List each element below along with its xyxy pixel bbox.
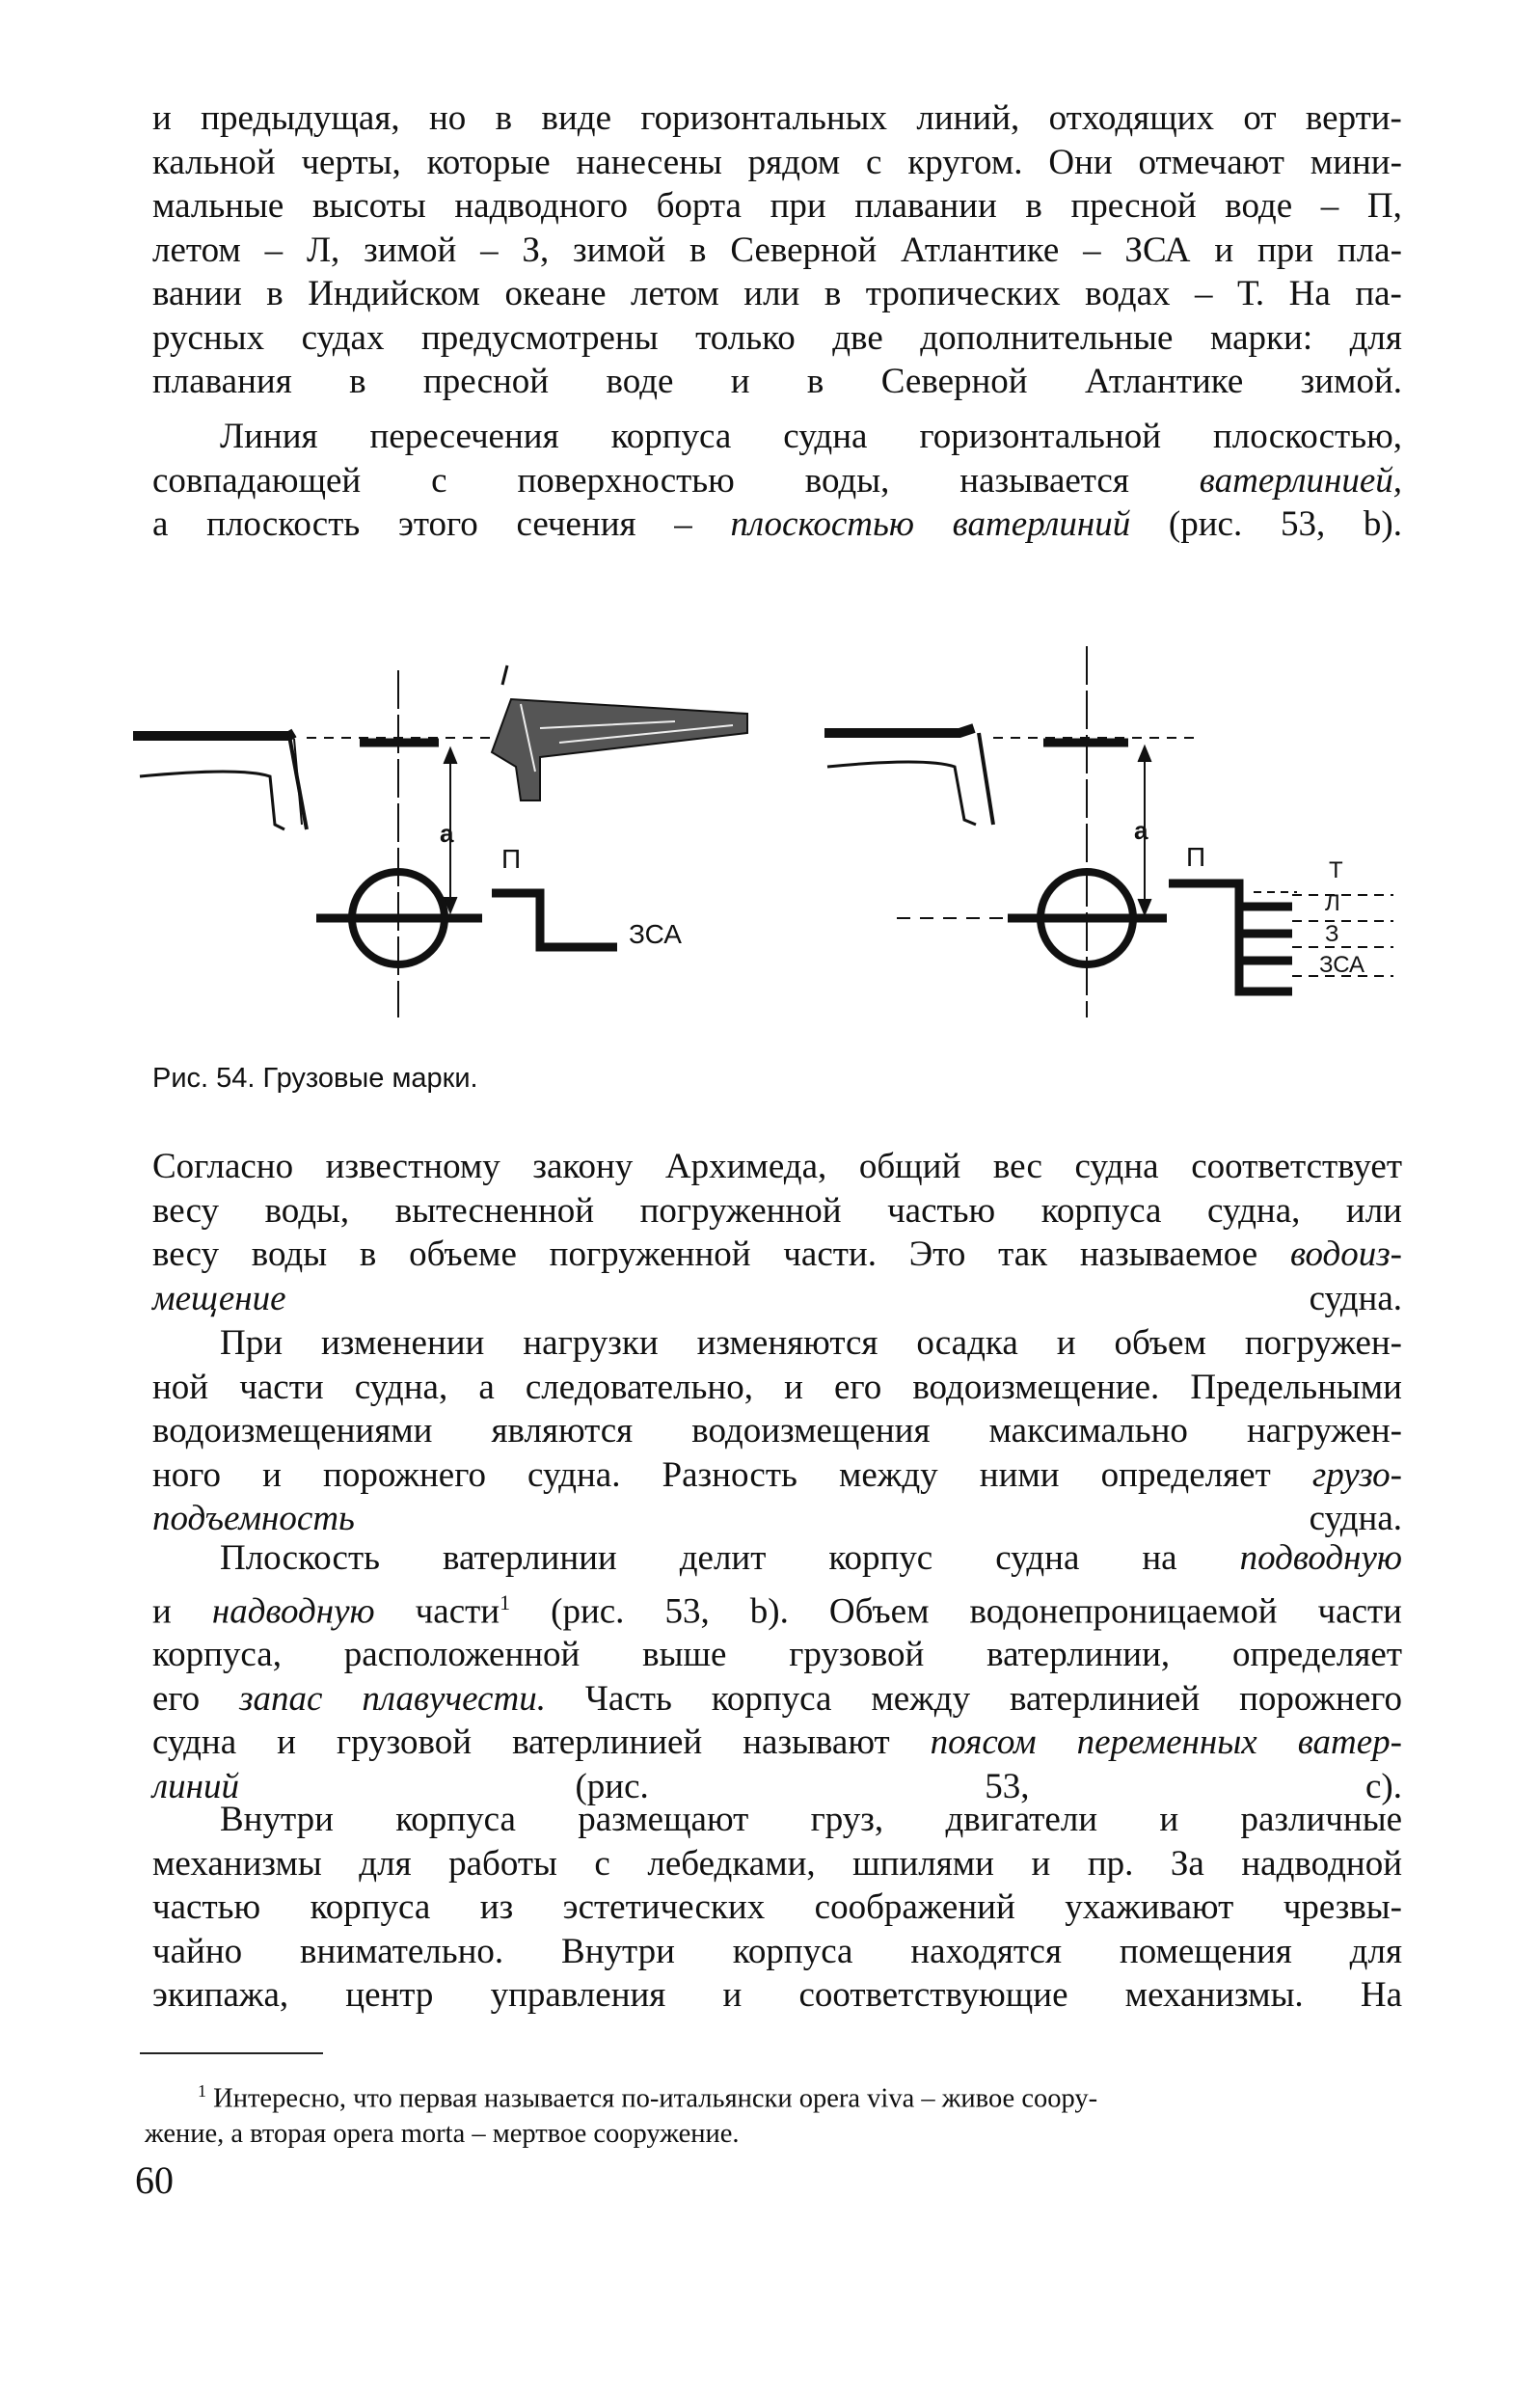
footnote-marker: 1 [198,2081,206,2101]
text-line [152,1145,1402,1189]
text-line [152,1721,1402,1765]
text-line [152,459,1402,503]
left-step-mark [492,893,617,947]
load-marks-figure [0,637,1540,1042]
word: П, [1366,186,1402,226]
footnote-ref[interactable]: 1 [500,1589,511,1614]
word: только [695,317,796,358]
text-fragment: части [374,1590,500,1631]
word: воде [1225,186,1293,226]
text-line: механизмы для работы с лебедками, шпилями и пр. За надводной [152,1843,1402,1884]
word: от [1243,98,1277,138]
word: – [1195,274,1213,313]
word: в [495,98,513,138]
text-fragment: Плоскость ватерлинии делит корпус судна на [220,1538,1240,1578]
right-label-zsa: ЗСА [1319,952,1365,978]
term-variable-waterlines-cont: линий [152,1766,239,1806]
word: – [1083,230,1101,270]
word: в [689,230,707,270]
word: борта [656,186,742,226]
word: или [1345,1190,1402,1231]
text-fragment: совпадающей с поверхностью воды, называется [152,460,1200,501]
text-fragment: (рис. 53, b). Объем водонепроницаемой части [510,1590,1402,1631]
term-waterline: ватерлинией, [1199,460,1402,501]
term-reserve-buoyancy: запас плавучести. [239,1678,546,1719]
right-label-a: а [1134,816,1148,845]
word: тропических [865,274,1061,313]
term-underwater: подводную [1239,1538,1402,1578]
text-line [152,316,1402,361]
word: соответствует [1191,1147,1402,1186]
word: закону [532,1147,634,1186]
word: Т. [1237,274,1265,313]
term-displacement-cont: мещение [152,1278,286,1318]
word: марки: [1209,317,1313,358]
text-line [152,272,1402,316]
text-fragment: (рис. 53, c). [239,1766,1402,1806]
text-line: экипажа, центр управления и соответствующие механизмы. На [152,1975,1402,2015]
word: дополнительные [920,317,1174,358]
text-fragment: Часть корпуса между ватерлинией порожнего [545,1678,1403,1719]
word: корпуса [1040,1190,1162,1231]
right-label-p: П [1186,842,1206,872]
word: пла- [1337,230,1402,270]
term-abovewater: надводную [211,1590,375,1631]
word: воды, [264,1190,350,1231]
word: мини- [1310,142,1402,182]
word: черты, [301,142,401,182]
text-line [152,96,1402,141]
word: при [770,186,826,226]
word: для [1349,317,1402,358]
word: при [1256,230,1314,270]
word: отмечают [1138,142,1284,182]
text-line [152,141,1402,185]
text-fragment: а плоскость этого сечения – [152,504,731,544]
text-line [152,1536,1402,1581]
word: водах [1085,274,1171,313]
word: частью [887,1190,996,1231]
word: летом [631,274,719,313]
word: русных [152,317,265,358]
text-fragment: ного и порожнего судна. Разность между ними определяет [152,1454,1312,1495]
word: судна, [1206,1190,1301,1231]
word: две [832,317,883,358]
left-deck-wood [492,665,747,800]
word: – [264,230,284,270]
text-line: ной части судна, а следовательно, и его водоизмещение. Предельными [152,1367,1402,1407]
word: верти- [1305,98,1402,138]
word: известному [325,1147,500,1186]
word: в [824,274,842,313]
word: плавании [854,186,997,226]
word: кальной [152,142,276,182]
text-line: чайно внимательно. Внутри корпуса находятся помещения для [152,1931,1402,1971]
footnote-line [145,2074,1403,2117]
word: отходящих [1048,98,1214,138]
word: зимой [573,230,666,270]
text-line [152,1277,1402,1321]
text-line: корпуса, расположенной выше грузовой ватерлинии, определяет [152,1635,1402,1675]
paragraph-1 [152,96,1402,404]
word: вытесненной [394,1190,595,1231]
figure-caption: Рис. 54. Грузовые марки. [152,1063,478,1094]
word: З, [522,230,550,270]
text-fragment: его [152,1678,240,1719]
left-label-zsa: ЗСА [629,919,682,949]
word: в [1025,186,1042,226]
word: вес [992,1147,1042,1186]
word: горизонтальных [640,98,887,138]
text-line [152,1497,1402,1541]
text-line [152,184,1402,229]
word: весу [152,1190,220,1231]
text-fragment: судна. [354,1499,1402,1538]
word: рядом [747,142,841,182]
word: нанесены [576,142,722,182]
word: Они [1048,142,1113,182]
word: виде [541,98,612,138]
text-line: плавания в пресной воде и в Северной Атлантике зимой. [152,362,1402,401]
text-line: Линия пересечения корпуса судна горизонтальной плоскостью, [220,417,1402,456]
right-label-t: Т [1329,857,1343,883]
word: и [152,98,172,138]
text-line: водоизмещениями являются водоизмещения максимально нагружен- [152,1411,1402,1451]
page-number: 60 [135,2158,174,2202]
term-displacement: водоиз- [1289,1234,1402,1274]
word: но [428,98,467,138]
paragraph-6 [152,1798,1402,2018]
text-line: Внутри корпуса размещают груз, двигатели и различные [220,1800,1402,1839]
paragraph-2 [152,415,1402,547]
text-line: частью корпуса из эстетических соображений ухаживают чрезвы- [152,1887,1402,1927]
word: судна [1074,1147,1159,1186]
text-line [152,1233,1402,1277]
word: общий [858,1147,961,1186]
term-deadweight: грузо- [1311,1454,1402,1495]
footnote [145,2074,1403,2152]
paragraph-4 [152,1321,1402,1541]
text-fragment: и [152,1590,212,1631]
left-label-a: а [440,819,454,848]
term-waterline-plane: плоскостью ватерлиний [730,504,1131,544]
word: которые [426,142,551,182]
footnote-divider [140,2052,323,2054]
word: погруженной [639,1190,842,1231]
term-deadweight-cont: подъемность [152,1499,355,1538]
word: Архимеда, [664,1147,827,1186]
text-line: При изменении нагрузки изменяются осадка и объем погружен- [220,1323,1402,1363]
word: мальные [152,186,284,226]
word: надводного [454,186,628,226]
text-fragment: судна и грузовой ватерлинией называют [152,1722,931,1763]
text-line [152,502,1402,547]
right-label-l: Л [1325,890,1340,916]
right-label-z: З [1325,921,1339,947]
word: вании [152,274,242,313]
word: пресной [1070,186,1197,226]
footnote-line: жение, а вторая opera morta – мертвое сооружение. [145,2118,740,2149]
left-hull-section [133,733,307,829]
text-line [152,229,1402,273]
word: кругом. [907,142,1023,182]
word: – [1320,186,1339,226]
word: – [480,230,499,270]
word: в [266,274,284,313]
text-line [152,1189,1402,1234]
text-line [152,1581,1402,1634]
left-label-p: П [501,844,522,874]
word: судах [301,317,385,358]
text-fragment: судна. [285,1278,1402,1318]
word: предусмотрены [420,317,659,358]
word: Атлантике [901,230,1060,270]
word: с [866,142,882,182]
word: Согласно [152,1147,294,1186]
word: зимой [364,230,457,270]
word: На [1288,274,1331,313]
paragraph-5 [152,1536,1402,1808]
right-hull-section [824,728,993,825]
term-variable-waterlines: поясом переменных ватер- [930,1722,1403,1763]
word: Северной [730,230,878,270]
word: линий, [916,98,1020,138]
word: па- [1355,274,1402,313]
text-fragment: весу воды в объеме погруженной части. Это так называемое [152,1234,1290,1274]
word: Индийском [308,274,480,313]
word: высоты [311,186,426,226]
paragraph-3 [152,1145,1402,1320]
word: Л, [306,230,340,270]
word: ЗСА [1124,230,1191,270]
word: или [743,274,800,313]
word: океане [504,274,607,313]
text-line [152,1677,1402,1722]
text-fragment: (рис. 53, b). [1130,504,1402,544]
word: предыдущая, [201,98,400,138]
word: летом [152,230,241,270]
text-fragment: Интересно, что первая называется по-итальянски opera viva – живое соору- [213,2083,1098,2114]
word: и [1214,230,1234,270]
text-line [152,1453,1402,1498]
